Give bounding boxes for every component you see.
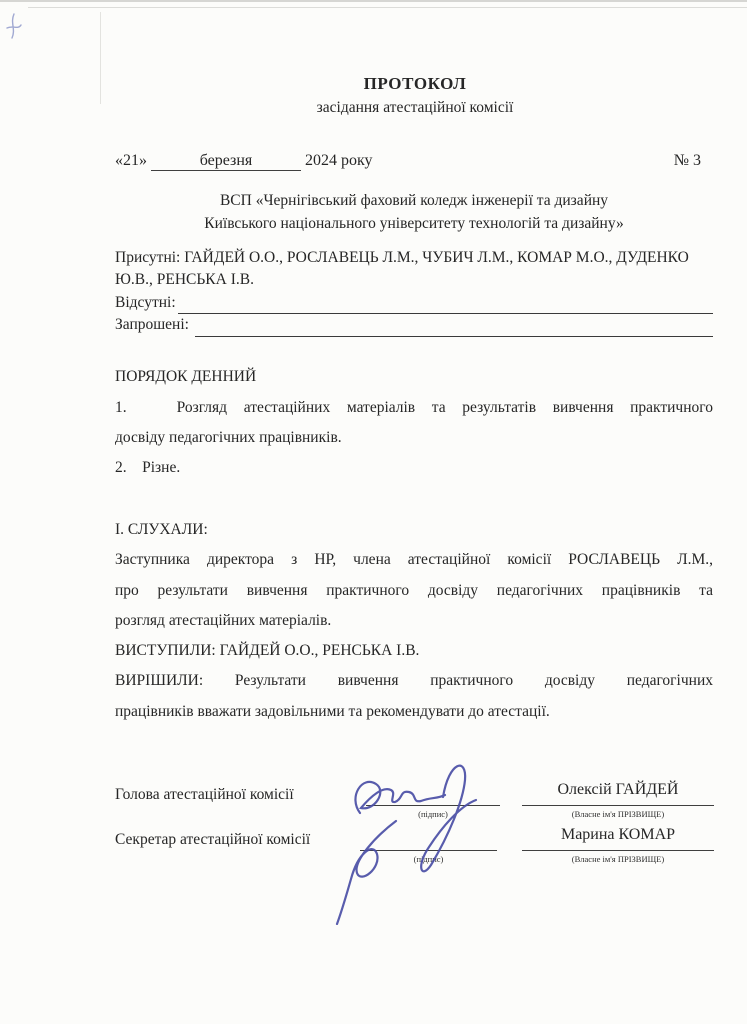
protocol-number: № 3 [673,152,701,169]
document-header [115,74,715,117]
organization-line-1: ВСП «Чернігівський фаховий коледж інженерії та дизайну [219,192,609,209]
signature-line-secretary [360,821,497,851]
date-month-on-line: березня [151,152,301,171]
absent-blank-line [178,294,713,314]
heard-line-1: Заступника директора з НР, члена атестаційної комісії РОСЛАВЕЦЬ Л.М., [115,551,713,568]
signature-name-head: Олексій ГАЙДЕЙ [522,781,714,806]
scan-edge-line-top [0,0,747,2]
present-list: Присутні: ГАЙДЕЙ О.О., РОСЛАВЕЦЬ Л.М., ЧУБИЧ Л.М., КОМАР М.О., ДУДЕНКО Ю.В., РЕНСЬКА І.В. [115,249,689,289]
resolved-line-2: працівників вважати задовільними та рекомендувати до атестації. [115,703,550,720]
scan-edge-line-secondary [28,7,747,8]
signature-role-secretary: Секретар атестаційної комісії [115,831,311,848]
signature-caption-secretary: (підпис) [413,854,444,864]
resolved-line-1: ВИРІШИЛИ: Результати вивчення практичного досвіду педагогічних [115,672,713,689]
invited-row [115,314,713,336]
signature-caption-head: (підпис) [418,809,448,819]
signature-line-head [366,776,500,806]
scan-paper-edge-vertical [100,12,101,104]
document-subtitle: засідання атестаційної комісії [316,99,514,116]
spoke-line: ВИСТУПИЛИ: ГАЙДЕЙ О.О., РЕНСЬКА І.В. [115,642,420,659]
date-row [115,152,713,171]
organization-line-2: Київського національного університету технологій та дизайну» [204,215,624,232]
heard-heading: І. СЛУХАЛИ: [115,521,208,538]
absent-row [115,292,713,314]
agenda-item-1-line-1: 1. Розгляд атестаційних матеріалів та результатів вивчення практичного [115,399,713,416]
agenda-item-1-line-2: досвіду педагогічних працівників. [115,429,342,446]
signature-name-caption-secretary: (Власне ім'я ПРІЗВИЩЕ) [571,854,665,864]
signature-role-head: Голова атестаційної комісії [115,786,294,803]
invited-blank-line [195,317,713,337]
attendance-block [115,247,713,337]
date-year: 2024 року [305,152,373,169]
signature-name-caption-head: (Власне ім'я ПРІЗВИЩЕ) [571,809,665,819]
organization-name [115,189,713,235]
agenda-item-2: 2. Різне. [115,459,181,476]
document-title: ПРОТОКОЛ [363,74,467,93]
signature-name-secretary: Марина КОМАР [522,826,714,851]
heard-line-2: про результати вивчення практичного досвіду педагогічних працівників та [115,582,713,599]
absent-label: Відсутні: [115,293,176,311]
heard-line-3: розгляд атестаційних матеріалів. [115,612,332,629]
date-day: «21» [115,152,147,169]
invited-label: Запрошені: [115,316,189,334]
agenda-heading: ПОРЯДОК ДЕННИЙ [115,368,257,385]
pen-mark-corner [3,11,25,51]
